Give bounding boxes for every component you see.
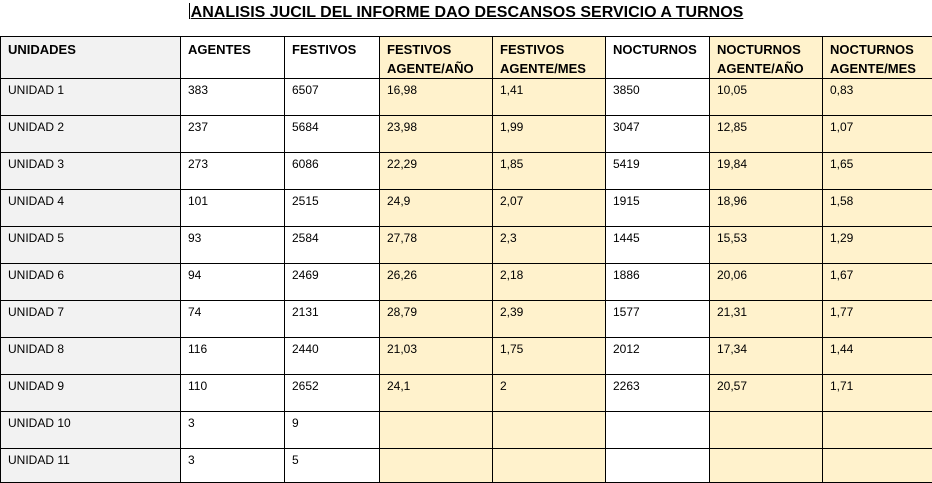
cell-unidad: UNIDAD 2 bbox=[1, 116, 181, 153]
cell-unidad: UNIDAD 11 bbox=[1, 449, 181, 483]
cell-agentes: 93 bbox=[181, 227, 285, 264]
cell-nocturnos: 2263 bbox=[606, 375, 710, 412]
cell-nocturnos: 2012 bbox=[606, 338, 710, 375]
header-line2: AGENTE/MES bbox=[500, 61, 586, 76]
table-row bbox=[1, 412, 932, 449]
cell-festivos-mes bbox=[493, 412, 606, 449]
header-line1: AGENTES bbox=[188, 42, 251, 57]
header-line1: FESTIVOS bbox=[292, 42, 356, 57]
cell-nocturnos-anio: 15,53 bbox=[710, 227, 823, 264]
cell-festivos: 2652 bbox=[285, 375, 380, 412]
cell-festivos-anio: 22,29 bbox=[380, 153, 493, 190]
cell-unidad: UNIDAD 10 bbox=[1, 412, 181, 449]
cell-agentes: 101 bbox=[181, 190, 285, 227]
cell-unidad: UNIDAD 1 bbox=[1, 79, 181, 116]
cell-nocturnos-mes: 1,71 bbox=[823, 375, 932, 412]
cell-festivos-anio: 21,03 bbox=[380, 338, 493, 375]
cell-nocturnos-mes: 0,83 bbox=[823, 79, 932, 116]
cell-agentes: 3 bbox=[181, 449, 285, 483]
cell-nocturnos-anio: 21,31 bbox=[710, 301, 823, 338]
cell-agentes: 110 bbox=[181, 375, 285, 412]
table-row bbox=[1, 116, 932, 153]
table-row bbox=[1, 264, 932, 301]
text-cursor bbox=[189, 3, 190, 19]
header-line1: NOCTURNOS bbox=[830, 42, 914, 57]
header-line1: NOCTURNOS bbox=[717, 42, 801, 57]
cell-festivos-mes bbox=[493, 449, 606, 483]
cell-festivos: 2515 bbox=[285, 190, 380, 227]
cell-nocturnos-mes: 1,29 bbox=[823, 227, 932, 264]
cell-festivos-mes: 1,41 bbox=[493, 79, 606, 116]
header-unidades bbox=[1, 37, 181, 79]
header-festivos bbox=[285, 37, 380, 79]
header-nocturnos bbox=[606, 37, 710, 79]
cell-nocturnos-anio: 10,05 bbox=[710, 79, 823, 116]
header-line1: FESTIVOS bbox=[387, 42, 451, 57]
table-row bbox=[1, 153, 932, 190]
cell-nocturnos-anio bbox=[710, 449, 823, 483]
cell-nocturnos-anio: 19,84 bbox=[710, 153, 823, 190]
cell-festivos-anio: 23,98 bbox=[380, 116, 493, 153]
cell-unidad: UNIDAD 5 bbox=[1, 227, 181, 264]
cell-agentes: 273 bbox=[181, 153, 285, 190]
cell-nocturnos-anio: 20,57 bbox=[710, 375, 823, 412]
cell-nocturnos-mes: 1,77 bbox=[823, 301, 932, 338]
cell-festivos: 2469 bbox=[285, 264, 380, 301]
cell-festivos: 6086 bbox=[285, 153, 380, 190]
header-line2: AGENTE/AÑO bbox=[387, 61, 474, 76]
cell-agentes: 237 bbox=[181, 116, 285, 153]
header-nocturnos-agente-mes bbox=[823, 37, 932, 79]
cell-festivos-anio bbox=[380, 412, 493, 449]
cell-nocturnos-mes: 1,44 bbox=[823, 338, 932, 375]
cell-nocturnos-anio: 18,96 bbox=[710, 190, 823, 227]
header-line1: FESTIVOS bbox=[500, 42, 564, 57]
cell-nocturnos bbox=[606, 449, 710, 483]
cell-festivos: 5 bbox=[285, 449, 380, 483]
table-row bbox=[1, 301, 932, 338]
cell-agentes: 94 bbox=[181, 264, 285, 301]
cell-nocturnos-anio bbox=[710, 412, 823, 449]
cell-festivos-mes: 2,39 bbox=[493, 301, 606, 338]
header-festivos-agente-mes bbox=[493, 37, 606, 79]
cell-festivos-anio: 16,98 bbox=[380, 79, 493, 116]
cell-festivos-mes: 2,3 bbox=[493, 227, 606, 264]
header-row bbox=[1, 37, 932, 79]
cell-agentes: 383 bbox=[181, 79, 285, 116]
cell-festivos-mes: 2,07 bbox=[493, 190, 606, 227]
cell-festivos-mes: 1,85 bbox=[493, 153, 606, 190]
table-row bbox=[1, 449, 932, 483]
header-line2: AGENTE/AÑO bbox=[717, 61, 804, 76]
cell-unidad: UNIDAD 4 bbox=[1, 190, 181, 227]
cell-festivos: 2584 bbox=[285, 227, 380, 264]
table-row bbox=[1, 375, 932, 412]
table-row bbox=[1, 79, 932, 116]
cell-nocturnos-mes bbox=[823, 449, 932, 483]
cell-festivos-anio: 27,78 bbox=[380, 227, 493, 264]
table-row bbox=[1, 190, 932, 227]
title-text: ANALISIS JUCIL DEL INFORME DAO DESCANSOS SERVICIO A TURNOS bbox=[191, 4, 744, 21]
cell-agentes: 116 bbox=[181, 338, 285, 375]
header-line1: UNIDADES bbox=[8, 42, 76, 57]
cell-festivos: 9 bbox=[285, 412, 380, 449]
header-agentes bbox=[181, 37, 285, 79]
cell-festivos-mes: 1,99 bbox=[493, 116, 606, 153]
cell-festivos: 5684 bbox=[285, 116, 380, 153]
cell-unidad: UNIDAD 9 bbox=[1, 375, 181, 412]
cell-festivos: 2131 bbox=[285, 301, 380, 338]
cell-nocturnos-mes bbox=[823, 412, 932, 449]
cell-nocturnos-mes: 1,65 bbox=[823, 153, 932, 190]
cell-agentes: 74 bbox=[181, 301, 285, 338]
cell-festivos-anio: 24,9 bbox=[380, 190, 493, 227]
cell-nocturnos-anio: 12,85 bbox=[710, 116, 823, 153]
cell-nocturnos-anio: 17,34 bbox=[710, 338, 823, 375]
cell-agentes: 3 bbox=[181, 412, 285, 449]
cell-nocturnos-mes: 1,58 bbox=[823, 190, 932, 227]
cell-festivos-mes: 2 bbox=[493, 375, 606, 412]
cell-nocturnos: 1886 bbox=[606, 264, 710, 301]
cell-nocturnos: 5419 bbox=[606, 153, 710, 190]
cell-festivos-anio: 26,26 bbox=[380, 264, 493, 301]
cell-festivos-anio: 24,1 bbox=[380, 375, 493, 412]
cell-nocturnos: 1445 bbox=[606, 227, 710, 264]
document-title bbox=[0, 2, 932, 24]
cell-nocturnos: 3850 bbox=[606, 79, 710, 116]
cell-nocturnos-mes: 1,67 bbox=[823, 264, 932, 301]
cell-nocturnos bbox=[606, 412, 710, 449]
cell-festivos-mes: 2,18 bbox=[493, 264, 606, 301]
table-row bbox=[1, 338, 932, 375]
cell-festivos: 2440 bbox=[285, 338, 380, 375]
cell-festivos-anio bbox=[380, 449, 493, 483]
cell-nocturnos: 1915 bbox=[606, 190, 710, 227]
cell-unidad: UNIDAD 8 bbox=[1, 338, 181, 375]
cell-festivos: 6507 bbox=[285, 79, 380, 116]
header-festivos-agente-anio bbox=[380, 37, 493, 79]
cell-nocturnos: 3047 bbox=[606, 116, 710, 153]
cell-nocturnos-mes: 1,07 bbox=[823, 116, 932, 153]
report-table bbox=[0, 36, 932, 483]
cell-unidad: UNIDAD 6 bbox=[1, 264, 181, 301]
cell-unidad: UNIDAD 3 bbox=[1, 153, 181, 190]
header-line2: AGENTE/MES bbox=[830, 61, 916, 76]
table-row bbox=[1, 227, 932, 264]
cell-festivos-mes: 1,75 bbox=[493, 338, 606, 375]
cell-unidad: UNIDAD 7 bbox=[1, 301, 181, 338]
cell-nocturnos-anio: 20,06 bbox=[710, 264, 823, 301]
header-nocturnos-agente-anio bbox=[710, 37, 823, 79]
cell-nocturnos: 1577 bbox=[606, 301, 710, 338]
table-body bbox=[1, 79, 932, 483]
cell-festivos-anio: 28,79 bbox=[380, 301, 493, 338]
header-line1: NOCTURNOS bbox=[613, 42, 697, 57]
